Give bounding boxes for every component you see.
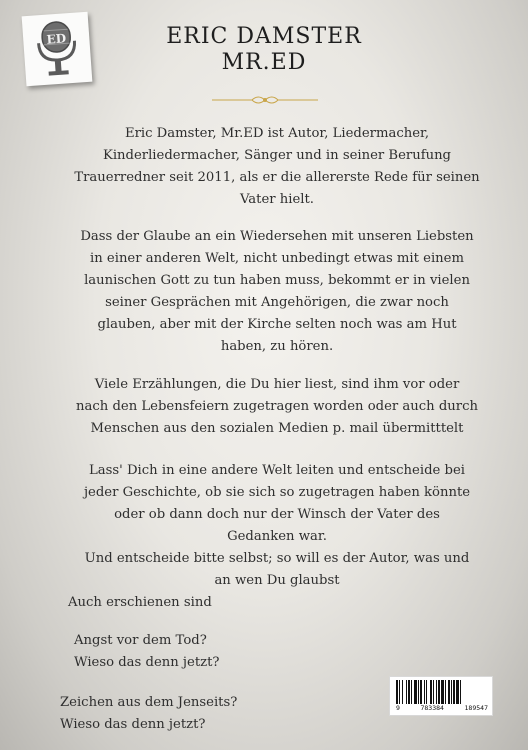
paragraph-author-intro: Eric Damster, Mr.ED ist Autor, Liedermacher, Kinderliedermacher, Sänger und in seiner Berufung Trauerredner seit 2011, als er die allererste Rede für seinen Vater hielt. (74, 126, 480, 207)
isbn-barcode (389, 676, 493, 716)
paragraph-belief: Dass der Glaube an ein Wiedersehen mit unseren Liebsten in einer anderen Welt, nicht unbedingt etwas mit einem launischen Gott zu tun haben muss, bekommt er in vielen seiner Gesprächen mit Angehörigen, die zwar noch glauben, aber mit der Kirche selten noch was am Hut haben, zu hören. (80, 229, 474, 354)
paragraph-stories: Viele Erzählungen, die Du hier liest, sind ihm vor oder nach den Lebensfeiern zugetragen worden oder auch durch Menschen aus den sozialen Medien p. mail übermitttelt (76, 377, 478, 436)
logo-letters: ED (46, 31, 67, 47)
paragraph-invitation: Lass' Dich in eine andere Welt leiten und entscheide bei jeder Geschichte, ob sie sich so zugetragen haben könnte oder ob dann doch nur der Winsch der Vater des Gedanken war. Und entscheide bitte selbst; so will es der Autor, was und an wen Du glaubst (83, 463, 471, 588)
also-published-heading: Auch erschienen sind (68, 595, 212, 610)
ornament-divider-icon (210, 93, 320, 107)
also-published-book-2: Zeichen aus dem Jenseits? Wieso das denn jetzt? (60, 695, 238, 732)
barcode-digits-mid: 783384 (420, 704, 444, 712)
barcode-digits (396, 704, 488, 712)
page-title (0, 24, 528, 76)
title-line-2: MR.ED (221, 50, 307, 75)
barcode-digit-left: 9 (396, 704, 400, 712)
barcode-bars-icon (396, 680, 486, 704)
title-line-1: ERIC DAMSTER (166, 24, 362, 49)
barcode-digits-right: 189547 (464, 704, 488, 712)
also-published-book-1: Angst vor dem Tod? Wieso das denn jetzt? (74, 633, 220, 670)
